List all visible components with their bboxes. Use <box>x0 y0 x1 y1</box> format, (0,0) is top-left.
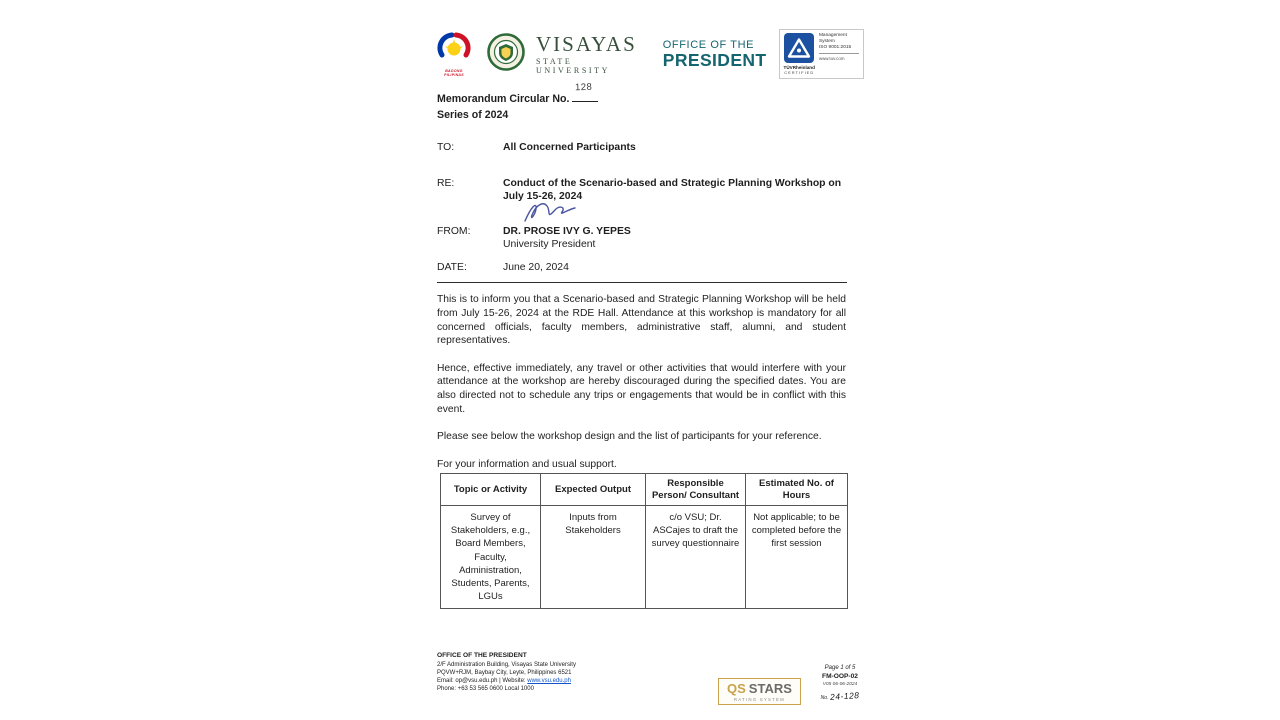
table-row <box>441 506 848 609</box>
qs-rating-system-text: RATING SYSTEM <box>733 697 786 702</box>
qs-stars-text: STARS <box>748 681 792 696</box>
qs-stars-logo <box>718 678 801 705</box>
memo-number-blank <box>572 81 598 102</box>
tuv-badge-right <box>819 33 859 62</box>
footer-contact-block <box>437 652 576 693</box>
table-header-row <box>441 474 848 506</box>
cell-hours: Not applicable; to be completed before the first session <box>746 506 848 609</box>
memo-no-footer <box>809 691 871 701</box>
field-date-value: June 20, 2024 <box>503 262 569 273</box>
office-of-the-president-logotype <box>663 39 767 70</box>
field-date-label: DATE: <box>437 262 467 273</box>
field-re-value: Conduct of the Scenario-based and Strategic Planning Workshop on July 15-26, 2024 <box>503 178 842 202</box>
tuv-badge-left <box>784 33 815 75</box>
tuv-separator <box>819 53 859 54</box>
paragraph-3: Please see below the workshop design and the list of participants for your reference. <box>437 431 822 443</box>
cell-topic: Survey of Stakeholders, e.g., Board Members, Faculty, Administration, Students, Parents, LGUs <box>441 506 541 609</box>
footer-email-prefix: Email: op@vsu.edu.ph | Website: <box>437 678 528 684</box>
col-responsible-person: Responsible Person/ Consultant <box>646 474 746 506</box>
letterhead <box>437 26 851 82</box>
tuv-brand-text: TÜVRheinland <box>783 65 815 70</box>
wordmark-line1: VISAYAS <box>536 31 637 56</box>
col-estimated-hours: Estimated No. of Hours <box>746 474 848 506</box>
tuv-triangle-icon <box>784 33 814 63</box>
memo-no-label: No. <box>820 695 829 701</box>
bagong-pilipinas-logo <box>437 31 471 77</box>
paragraph-1: This is to inform you that a Scenario-based and Strategic Planning Workshop will be held from July 15-26, 2024 at the RDE Hall. Attendance at this workshop is mandatory for all concerned officials, faculty members, administrative staff, alumni, and student representatives. <box>437 294 846 347</box>
field-to-label: TO: <box>437 142 455 153</box>
tuv-website: www.tuv.com <box>818 56 845 61</box>
form-version: V05 06-06-2024 <box>822 682 858 687</box>
memo-heading <box>437 81 598 121</box>
university-wordmark <box>536 31 637 75</box>
tuv-ms-line2: ISO 9001:2015 <box>818 45 852 50</box>
page-number: Page 1 of 5 <box>824 665 856 671</box>
bagong-pilipinas-caption: BAGONG PILIPINAS <box>444 69 464 77</box>
office-line1: OFFICE OF THE <box>662 38 755 51</box>
memo-title-label: Memorandum Circular No. <box>437 93 570 105</box>
footer-office-name: OFFICE OF THE PRESIDENT <box>437 652 527 659</box>
memo-page <box>437 0 860 720</box>
office-line2: PRESIDENT <box>662 49 767 70</box>
wordmark-line2: STATE UNIVERSITY <box>536 56 610 75</box>
workshop-design-table <box>440 473 848 609</box>
memo-series: Series of 2024 <box>437 109 509 121</box>
field-to-value: All Concerned Participants <box>503 142 636 153</box>
website-link[interactable]: www.vsu.edu.ph <box>527 678 571 684</box>
paragraph-2: Hence, effective immediately, any travel or other activities that would interfere with your attendance at the workshop are hereby discouraged during the specified dates. You are also directed not to schedule any trips or engagements that would be in conflict with this event. <box>437 362 846 416</box>
footer-address2: PQVW+RJM, Baybay City, Leyte, Philippines 6521 <box>437 670 572 676</box>
qs-logo-text: QS <box>727 681 746 696</box>
signature-icon <box>519 199 583 227</box>
tuv-ms-line1: Management System <box>818 33 847 44</box>
form-code: FM-OOP-02 <box>822 673 858 680</box>
paragraph-4: For your information and usual support. <box>437 458 617 470</box>
footer-address1: 2/F Administration Building, Visayas State University <box>437 662 576 668</box>
field-from-label: FROM: <box>437 226 471 237</box>
memo-rule <box>437 282 847 283</box>
col-expected-output: Expected Output <box>541 474 646 506</box>
field-from-value: DR. PROSE IVY G. YEPES <box>503 226 631 237</box>
footer-email-line <box>437 677 576 685</box>
tuv-certified-text: CERTIFIED <box>784 70 815 75</box>
memo-no-handwritten: 24-128 <box>829 689 860 703</box>
tuv-certification-badge <box>779 29 864 79</box>
page-info-block <box>809 664 871 701</box>
col-topic-or-activity: Topic or Activity <box>441 474 541 506</box>
footer-phone: Phone: +63 53 565 0600 Local 1000 <box>437 686 534 692</box>
field-from-subvalue: University President <box>503 238 596 250</box>
cell-responsible: c/o VSU; Dr. ASCajes to draft the survey questionnaire <box>646 506 746 609</box>
field-re-label: RE: <box>437 178 455 189</box>
memo-number-handwritten: 128 <box>575 81 593 94</box>
cell-output: Inputs from Stakeholders <box>541 506 646 609</box>
vsu-seal-icon <box>487 33 525 76</box>
bagong-pilipinas-sun-icon <box>437 31 471 63</box>
memo-body <box>437 293 846 485</box>
